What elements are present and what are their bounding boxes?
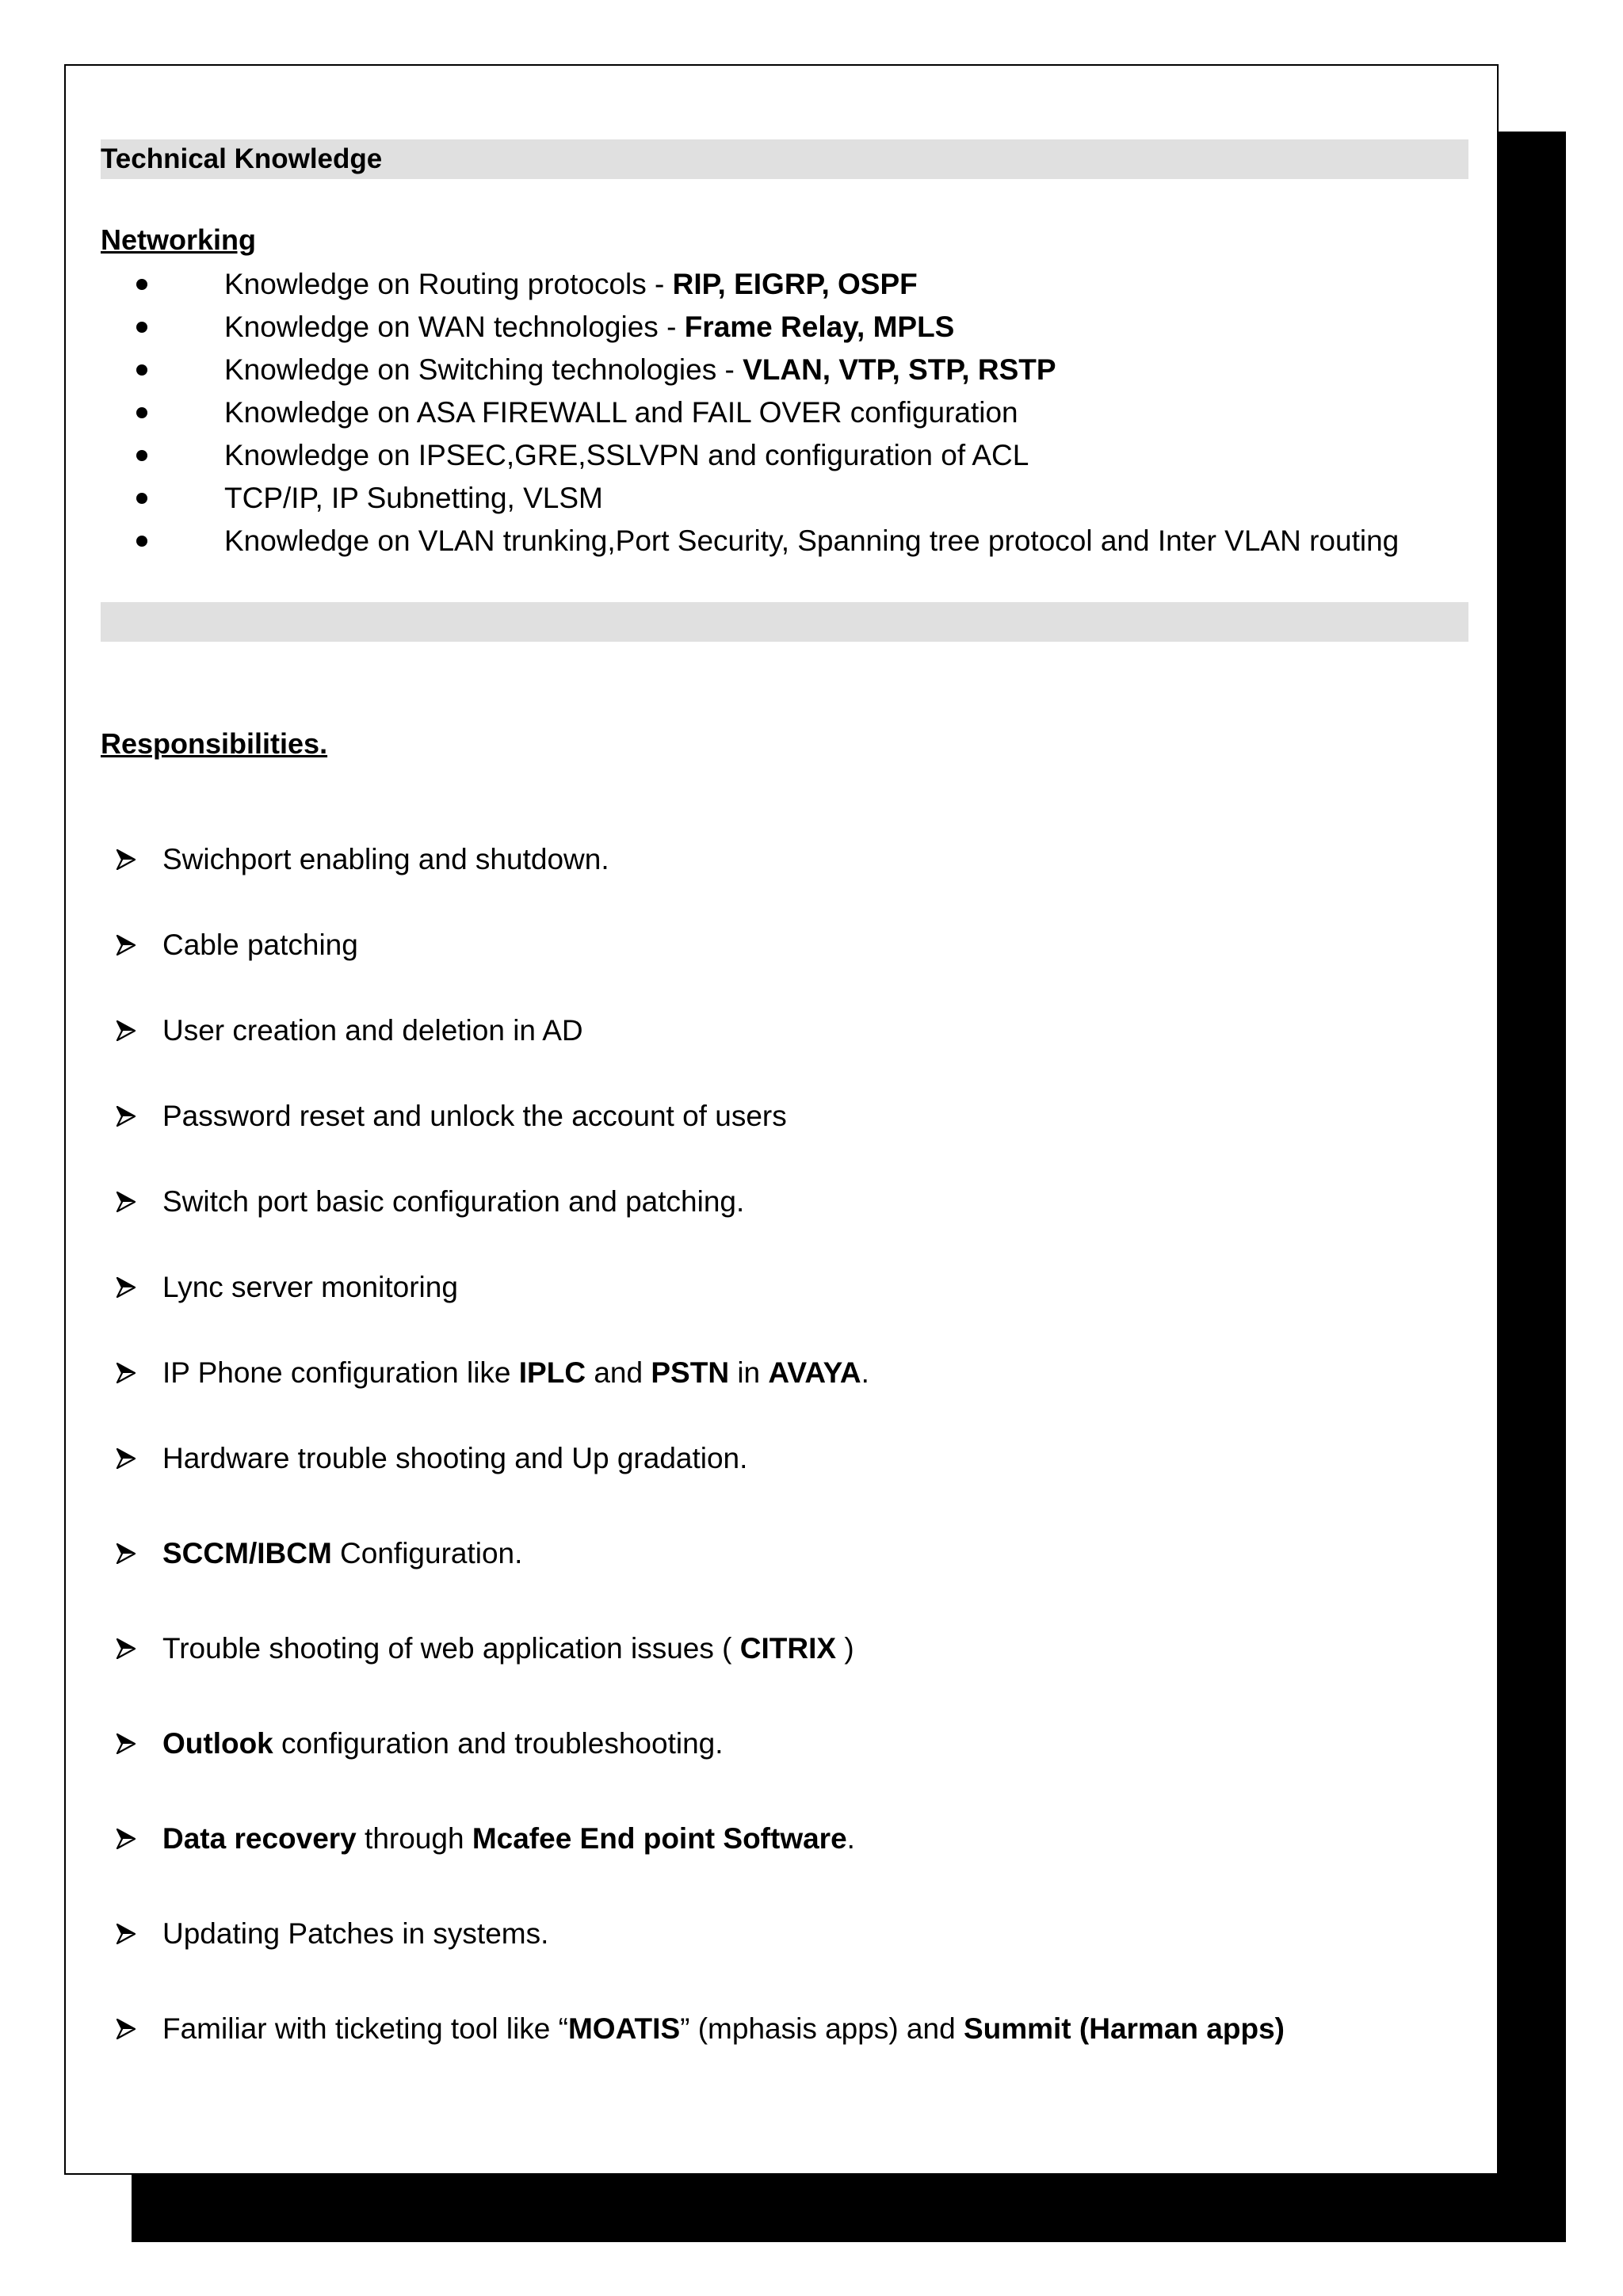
networking-item-bold: VLAN, VTP, STP, RSTP [743,353,1056,386]
responsibility-item [101,1914,1468,1954]
responsibility-text: Lync server monitoring [162,1271,458,1303]
responsibility-bold-text: AVAYA [768,1356,861,1389]
arrowhead-bullet-icon [116,1638,136,1659]
networking-item [101,434,1468,477]
bullet-dot-icon [136,279,147,290]
arrowhead-bullet-icon [116,2019,136,2039]
responsibility-text: Familiar with ticketing tool like “ [162,2012,568,2045]
section-title: Technical Knowledge [101,139,1468,179]
networking-heading: Networking [101,223,257,256]
responsibility-text: Switch port basic configuration and patching. [162,1185,745,1218]
networking-item-text: Knowledge on ASA FIREWALL and FAIL OVER configuration [224,396,1018,429]
responsibility-text: configuration and troubleshooting. [273,1727,724,1760]
arrowhead-bullet-icon [116,1543,136,1564]
networking-item [101,263,1468,306]
responsibilities-heading: Responsibilities. [101,727,328,760]
responsibility-bold-text: PSTN [651,1356,730,1389]
document-page [64,64,1499,2175]
arrowhead-bullet-icon [116,1829,136,1849]
page-content [101,139,1468,2104]
responsibility-item [101,1182,1468,1222]
arrowhead-bullet-icon [116,1733,136,1754]
responsibility-bold-text: Summit (Harman apps) [963,2012,1285,2045]
arrowhead-bullet-icon [116,1192,136,1212]
responsibility-text: Updating Patches in systems. [162,1917,549,1950]
responsibility-text: . [846,1822,855,1855]
responsibility-bold-text: SCCM/IBCM [162,1537,332,1569]
bullet-dot-icon [136,407,147,418]
responsibility-bold-text: IPLC [518,1356,586,1389]
responsibility-item [101,1097,1468,1136]
arrowhead-bullet-icon [116,1924,136,1944]
responsibility-item [101,1534,1468,1573]
arrowhead-bullet-icon [116,849,136,870]
responsibility-item [101,1724,1468,1764]
bullet-dot-icon [136,536,147,547]
responsibility-bold-text: Outlook [162,1727,273,1760]
responsibility-item [101,1819,1468,1859]
responsibility-bold-text: Mcafee End point Software [472,1822,847,1855]
bullet-dot-icon [136,322,147,333]
responsibility-item [101,1011,1468,1051]
responsibility-item [101,1439,1468,1478]
responsibility-text: ) [836,1632,854,1665]
networking-item [101,391,1468,434]
responsibility-item [101,2009,1468,2049]
responsibility-bold-text: Data recovery [162,1822,357,1855]
bullet-dot-icon [136,450,147,461]
arrowhead-bullet-icon [116,1277,136,1298]
responsibility-text: Configuration. [331,1537,523,1569]
responsibility-item [101,840,1468,879]
responsibility-text: Password reset and unlock the account of users [162,1100,787,1132]
responsibility-item [101,925,1468,965]
responsibility-text: IP Phone configuration like [162,1356,519,1389]
arrowhead-bullet-icon [116,935,136,955]
networking-item-bold: RIP, EIGRP, OSPF [672,268,918,300]
section-divider-band [101,602,1468,642]
arrowhead-bullet-icon [116,1106,136,1127]
arrowhead-bullet-icon [116,1363,136,1383]
responsibilities-list [101,840,1468,2049]
networking-list [101,263,1468,563]
responsibility-text: in [729,1356,769,1389]
responsibility-text: . [861,1356,869,1389]
responsibility-text: User creation and deletion in AD [162,1014,583,1047]
networking-item [101,477,1468,520]
responsibility-text: Trouble shooting of web application issues ( [162,1632,740,1665]
networking-item-bold: Frame Relay, MPLS [684,311,955,343]
responsibility-bold-text: CITRIX [739,1632,837,1665]
networking-item [101,306,1468,349]
responsibility-item [101,1353,1468,1393]
responsibility-text: and [586,1356,651,1389]
responsibility-bold-text: MOATIS [567,2012,681,2045]
networking-item-text: Knowledge on Switching technologies - [224,353,743,386]
responsibility-text: Cable patching [162,929,358,961]
responsibility-item [101,1629,1468,1669]
bullet-dot-icon [136,493,147,504]
responsibility-text: Hardware trouble shooting and Up gradation. [162,1442,748,1474]
networking-item-text: TCP/IP, IP Subnetting, VLSM [224,482,603,514]
networking-item [101,349,1468,391]
networking-item-text: Knowledge on IPSEC,GRE,SSLVPN and configuration of ACL [224,439,1029,471]
networking-item-text: Knowledge on WAN technologies - [224,311,685,343]
responsibility-text: Swichport enabling and shutdown. [162,843,609,875]
networking-item-text: Knowledge on VLAN trunking,Port Security, Spanning tree protocol and Inter VLAN routing [224,524,1400,557]
arrowhead-bullet-icon [116,1020,136,1041]
responsibility-text: ” (mphasis apps) and [680,2012,964,2045]
bullet-dot-icon [136,364,147,376]
networking-item-text: Knowledge on Routing protocols - [224,268,673,300]
responsibility-item [101,1268,1468,1307]
responsibility-text: through [356,1822,472,1855]
networking-item [101,520,1468,563]
arrowhead-bullet-icon [116,1448,136,1469]
